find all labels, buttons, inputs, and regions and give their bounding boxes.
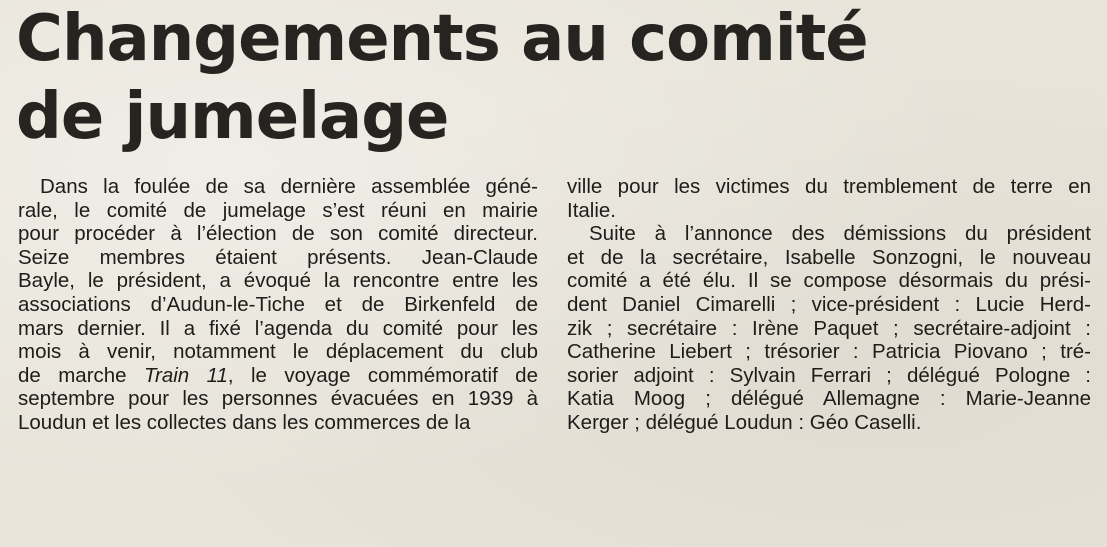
article-column-right: [567, 175, 1091, 435]
text-line: comité a été élu. Il se compose désormais du prési-: [567, 269, 1091, 293]
text-line: mois à venir, notamment le déplacement du club: [18, 340, 538, 364]
text-fragment: de marche: [18, 363, 144, 387]
text-line: Italie.: [567, 198, 616, 222]
text-line: Catherine Liebert ; trésorier : Patricia Piovano ; tré-: [567, 340, 1091, 364]
text-line: associations d’Audun-le-Tiche et de Birkenfeld de: [18, 292, 538, 316]
headline-line-2: de jumelage: [16, 80, 449, 154]
club-name-italic: Train 11: [144, 363, 228, 387]
text-line: septembre pour les personnes évacuées en 1939 à: [18, 387, 538, 411]
text-line: [18, 364, 538, 388]
text-line: mars dernier. Il a fixé l’agenda du comité pour les: [18, 316, 538, 340]
text-line: Kerger ; délégué Loudun : Géo Caselli.: [567, 410, 922, 434]
text-line: Dans la foulée de sa dernière assemblée géné-: [40, 175, 538, 198]
text-line: sorier adjoint : Sylvain Ferrari ; délégué Pologne :: [567, 363, 1091, 387]
text-line: rale, le comité de jumelage s’est réuni en mairie: [18, 198, 538, 222]
text-line: pour procéder à l’élection de son comité directeur.: [18, 222, 538, 246]
text-line: ville pour les victimes du tremblement de terre en: [567, 175, 1091, 198]
text-line: zik ; secrétaire : Irène Paquet ; secrétaire-adjoint :: [567, 316, 1091, 340]
text-line: Bayle, le président, a évoqué la rencontre entre les: [18, 269, 538, 293]
article-column-left: [18, 175, 538, 435]
text-line: et de la secrétaire, Isabelle Sonzogni, le nouveau: [567, 245, 1091, 269]
text-line: Suite à l’annonce des démissions du président: [589, 222, 1091, 246]
text-line: Loudun et les collectes dans les commerces de la: [18, 410, 471, 434]
article-headline: [16, 0, 868, 156]
headline-line-1: Changements au comité: [16, 2, 868, 76]
text-fragment: , le voyage commémoratif de: [227, 363, 538, 387]
text-line: dent Daniel Cimarelli ; vice-président : Lucie Herd-: [567, 292, 1091, 316]
text-line: Seize membres étaient présents. Jean-Claude: [18, 245, 538, 269]
text-line: Katia Moog ; délégué Allemagne : Marie-Jeanne: [567, 387, 1091, 411]
